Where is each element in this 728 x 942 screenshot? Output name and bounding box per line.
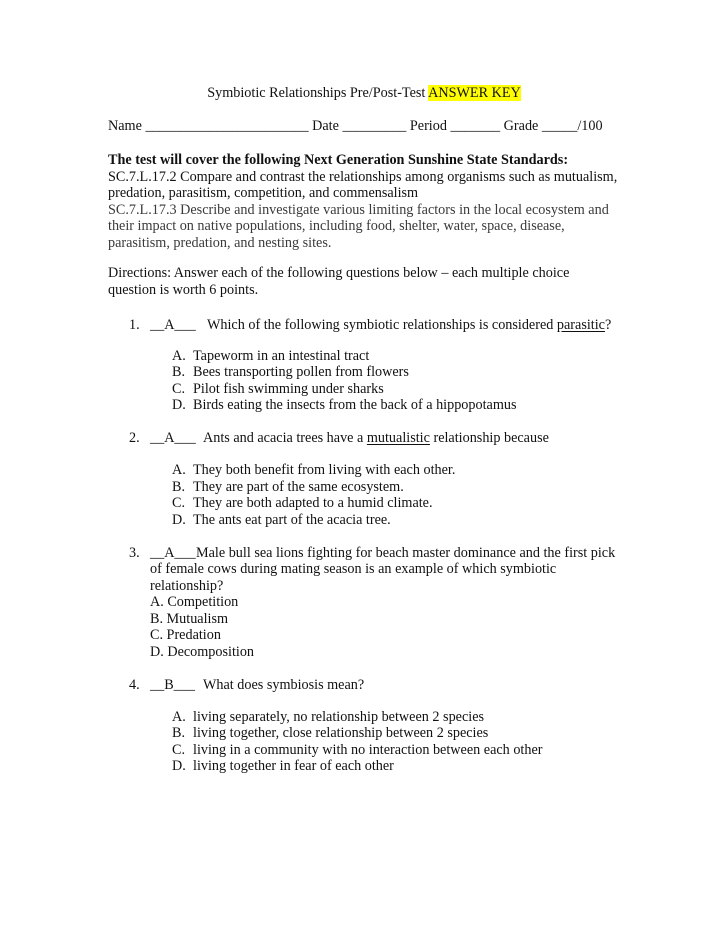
period-label: Period: [409, 118, 447, 134]
question-text-part: relationship because: [429, 430, 549, 446]
standard-line: SC.7.L.17.3 Describe and investigate various limiting factors in the local ecosystem and: [108, 201, 609, 218]
option-text: Bees transporting pollen from flowers: [193, 364, 409, 380]
question-text-line: of female cows during mating season is an example of which symbiotic: [150, 561, 557, 577]
directions: [108, 265, 569, 298]
answer-blank: __A___: [150, 430, 196, 446]
question-text-line: relationship?: [150, 578, 224, 594]
option-text: The ants eat part of the acacia tree.: [193, 512, 391, 528]
option-letter: A.: [172, 462, 186, 478]
option-letter: D.: [172, 397, 186, 413]
title-text: Symbiotic Relationships Pre/Post-Test: [207, 85, 426, 101]
standard-line: SC.7.L.17.2 Compare and contrast the relationships among organisms such as mutualism,: [108, 168, 618, 185]
option-letter: B.: [172, 725, 186, 741]
name-blank: _______________________: [145, 118, 309, 134]
question-number: 2.: [129, 430, 140, 446]
question-number: 3.: [129, 545, 140, 561]
option-text: C. Predation: [150, 627, 221, 643]
option-text: living together, close relationship between 2 species: [193, 725, 489, 741]
document-title: [0, 85, 728, 102]
period-blank: _______: [450, 118, 501, 134]
option-text: Tapeworm in an intestinal tract: [193, 348, 370, 364]
option-letter: C.: [172, 742, 186, 758]
standard-line: predation, parasitism, competition, and commensalism: [108, 185, 419, 202]
option-text: They are part of the same ecosystem.: [193, 479, 404, 495]
standards-heading: The test will cover the following Next Generation Sunshine State Standards:: [108, 152, 569, 168]
answer-key-highlight: ANSWER KEY: [428, 85, 521, 101]
option-text: A. Competition: [150, 594, 239, 610]
answer-blank: __A___: [150, 317, 196, 333]
option-letter: D.: [172, 758, 186, 774]
question-text: [203, 430, 549, 447]
underlined-term: parasitic: [556, 317, 605, 333]
option-letter: C.: [172, 495, 186, 511]
option-text: Pilot fish swimming under sharks: [193, 381, 384, 397]
underlined-term: mutualistic: [366, 430, 430, 446]
header-fields: [108, 118, 603, 135]
option-letter: D.: [172, 512, 186, 528]
option-letter: A.: [172, 709, 186, 725]
grade-blank: _____: [541, 118, 578, 134]
grade-total: /100: [577, 118, 603, 134]
question-text-part: Which of the following symbiotic relationships is considered: [207, 317, 557, 333]
date-blank: _________: [342, 118, 407, 134]
option-text: D. Decomposition: [150, 644, 255, 660]
answer-blank: __B___: [150, 677, 195, 693]
option-letter: B.: [172, 479, 186, 495]
option-text: living in a community with no interaction between each other: [193, 742, 543, 758]
option-letter: B.: [172, 364, 186, 380]
question-number: 1.: [129, 317, 140, 333]
date-label: Date: [312, 118, 339, 134]
directions-line: Directions: Answer each of the following questions below – each multiple choice: [108, 265, 570, 281]
question-text: What does symbiosis mean?: [203, 677, 365, 693]
question-text-part: Ants and acacia trees have a: [203, 430, 367, 446]
standard-line: their impact on native populations, including food, shelter, water, space, disease,: [108, 218, 565, 235]
question-text-part: ?: [604, 317, 612, 333]
standard-sc-7-l-17-2: [108, 169, 617, 202]
directions-line: question is worth 6 points.: [108, 281, 259, 298]
question-text-line: Male bull sea lions fighting for beach master dominance and the first pick: [196, 545, 616, 561]
question-text: [207, 317, 611, 334]
standards-block: [108, 152, 617, 252]
option-text: They are both adapted to a humid climate.: [193, 495, 433, 511]
option-text: living together in fear of each other: [193, 758, 394, 774]
option-text: Birds eating the insects from the back of a hippopotamus: [193, 397, 517, 413]
option-letter: C.: [172, 381, 186, 397]
name-label: Name: [108, 118, 142, 134]
option-text: B. Mutualism: [150, 611, 229, 627]
answer-blank: __A___: [150, 545, 196, 561]
option-letter: A.: [172, 348, 186, 364]
option-text: living separately, no relationship between 2 species: [193, 709, 485, 725]
standard-line: parasitism, predation, and nesting sites.: [108, 234, 332, 251]
standard-sc-7-l-17-3: [108, 202, 617, 252]
question-number: 4.: [129, 677, 140, 693]
option-text: They both benefit from living with each other.: [193, 462, 456, 478]
grade-label: Grade: [503, 118, 539, 134]
